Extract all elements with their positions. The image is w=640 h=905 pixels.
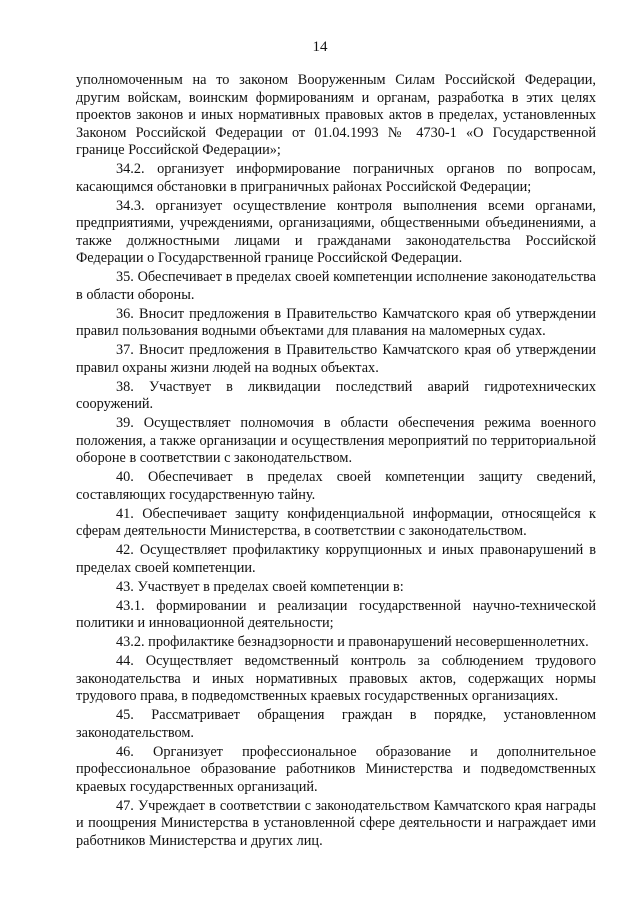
paragraph-34-3: 34.3. организует осуществление контроля выполнения всеми органами, предприятиями, учреждениями, организациями, общественными объединениями, а также должностными лицами и гражданами законодательства Российской Федерации о Государственной границе Российской Федерации. <box>76 197 596 266</box>
paragraph-36: 36. Вносит предложения в Правительство Камчатского края об утверждении правил пользования водными объектами для плавания на маломерных судах. <box>76 305 596 339</box>
document-body <box>76 72 596 852</box>
paragraph-35: 35. Обеспечивает в пределах своей компетенции исполнение законодательства в области обороны. <box>76 269 596 303</box>
paragraph-46: 46. Организует профессиональное образование и дополнительное профессиональное образование работников Министерства и подведомственных краевых государственных организаций. <box>76 743 596 795</box>
page-number: 14 <box>312 39 328 55</box>
paragraph-34-2: 34.2. организует информирование пограничных органов по вопросам, касающимся обстановки в приграничных районах Российской Федерации; <box>76 161 596 195</box>
paragraph-47: 47. Учреждает в соответствии с законодательством Камчатского края награды и поощрения Министерства в установленной сфере деятельности и награждает ими работников Министерства и других лиц. <box>76 797 596 849</box>
paragraph-38: 38. Участвует в ликвидации последствий аварий гидротехнических сооружений. <box>76 378 596 412</box>
paragraph-41: 41. Обеспечивает защиту конфиденциальной информации, относящейся к сферам деятельности Министерства, в соответствии с законодательством. <box>76 505 596 539</box>
paragraph-43-1: 43.1. формировании и реализации государственной научно-технической политики и инновационной деятельности; <box>76 597 596 631</box>
paragraph-40: 40. Обеспечивает в пределах своей компетенции защиту сведений, составляющих государственную тайну. <box>76 469 596 503</box>
paragraph-39: 39. Осуществляет полномочия в области обеспечения режима военного положения, а также организации и осуществления мероприятий по территориальной обороне в соответствии с законодательством. <box>76 415 596 466</box>
paragraph-43-2: 43.2. профилактике безнадзорности и правонарушений несовершеннолетних. <box>116 634 589 650</box>
paragraph-45: 45. Рассматривает обращения граждан в порядке, установленном законодательством. <box>76 707 596 741</box>
paragraph-44: 44. Осуществляет ведомственный контроль за соблюдением трудового законодательства и иных нормативных правовых актов, содержащих нормы трудового права, в подведомственных краевых государственных организациях. <box>76 653 596 704</box>
paragraph-42: 42. Осуществляет профилактику коррупционных и иных правонарушений в пределах своей компетенции. <box>76 542 596 576</box>
paragraph-43: 43. Участвует в пределах своей компетенции в: <box>116 578 404 595</box>
paragraph-37: 37. Вносит предложения в Правительство Камчатского края об утверждении правил охраны жизни людей на водных объектах. <box>76 342 596 376</box>
paragraph-continuation: уполномоченным на то законом Вооруженным Силам Российской Федерации, другим войскам, воинским формированиям и органам, разработка в этих целях проектов законов и иных нормативных правовых актов в пределах, установленных Законом Российской Федерации от 01.04.1993 № 4730-1 «О Государственной границе Российской Федерации»; <box>76 72 596 158</box>
